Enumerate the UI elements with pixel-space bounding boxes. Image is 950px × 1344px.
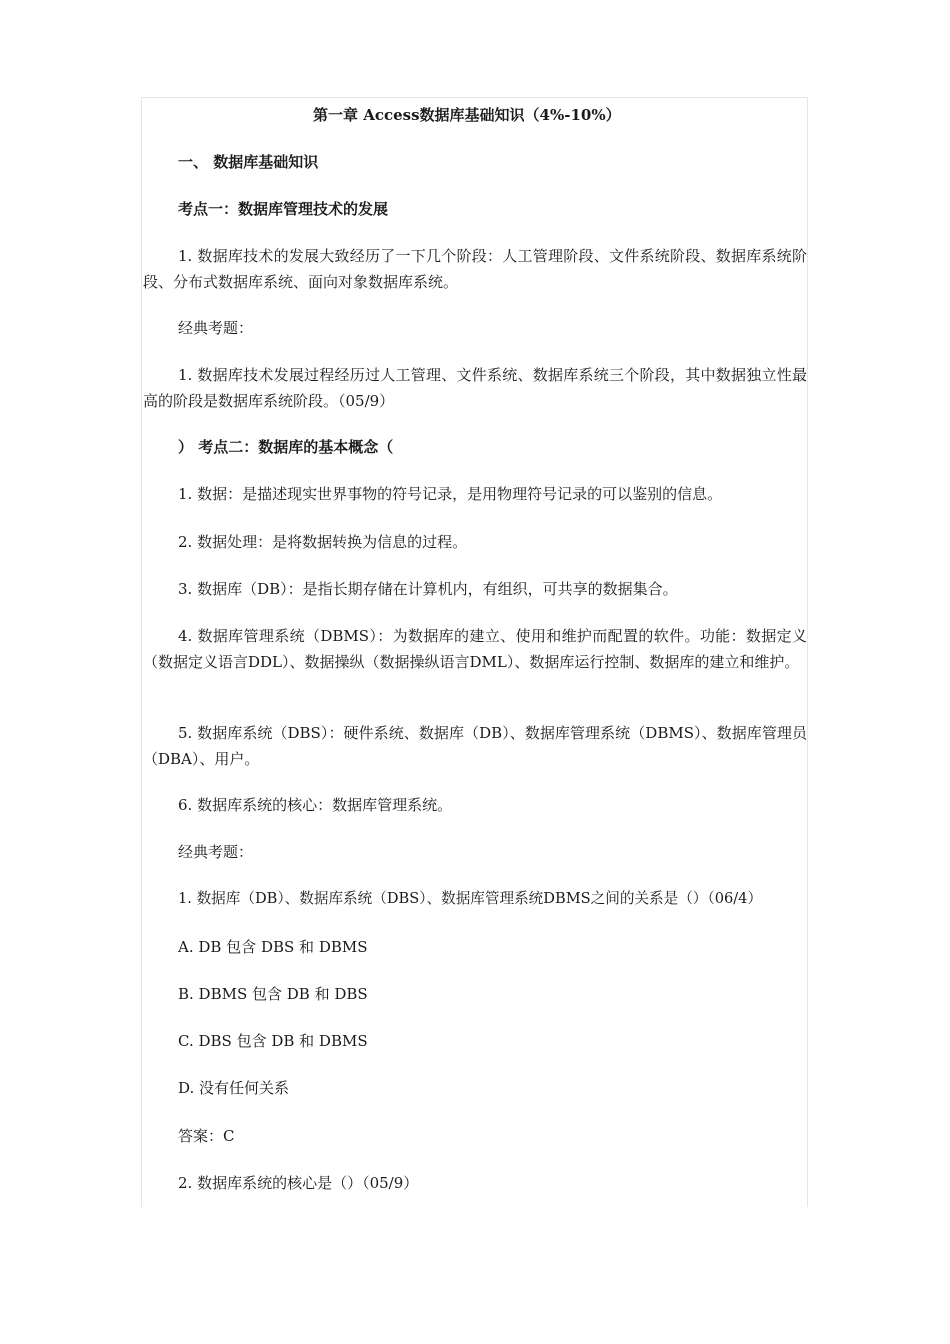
question-1-option-a: A. DB 包含 DBS 和 DBMS [178,938,368,956]
question-1-answer: 答案：C [178,1127,235,1145]
document-title: 第一章 Access数据库基础知识（4%-10%） [313,106,621,124]
point1-paragraph: 1. 数据库技术的发展大致经历了一下几个阶段：人工管理阶段、文件系统阶段、数据库系统阶段、分布式数据库系统、面向对象数据库系统。 [143,247,807,291]
concept-dbs: 5. 数据库系统（DBS）：硬件系统、数据库（DB）、数据库管理系统（DBMS）、数据库管理员（DBA）、用户。 [143,724,807,768]
question-1-option-d: D. 没有任何关系 [178,1079,290,1097]
concept-data: 1. 数据：是描述现实世界事物的符号记录，是用物理符号记录的可以鉴别的信息。 [178,485,723,503]
section-heading: 一、 数据库基础知识 [178,153,319,171]
concept-data-processing: 2. 数据处理：是将数据转换为信息的过程。 [178,533,468,551]
classic-questions-label: 经典考题： [178,319,254,337]
classic-questions-label-2: 经典考题： [178,843,254,861]
question-1-option-b: B. DBMS 包含 DB 和 DBS [178,985,368,1003]
concept-database: 3. 数据库（DB）：是指长期存储在计算机内，有组织，可共享的数据集合。 [178,580,678,598]
question-2: 2. 数据库系统的核心是（）（05/9） [178,1174,419,1192]
concept-dbs-core: 6. 数据库系统的核心：数据库管理系统。 [178,796,453,814]
concept-dbms: 4. 数据库管理系统（DBMS）：为数据库的建立、使用和维护而配置的软件。功能：数据定义（数据定义语言DDL）、数据操纵（数据操纵语言DML）、数据库运行控制、数据库的建立和维护。 [143,627,807,671]
question-1: 1. 数据库（DB）、数据库系统（DBS）、数据库管理系统DBMS之间的关系是（）（06/4） [178,890,763,907]
point2-heading: ） 考点二：数据库的基本概念（ [178,438,394,456]
classic-question-1: 1. 数据库技术发展过程经历过人工管理、文件系统、数据库系统三个阶段，其中数据独立性最高的阶段是数据库系统阶段。（05/9） [143,366,807,410]
question-1-option-c: C. DBS 包含 DB 和 DBMS [178,1032,368,1050]
point1-heading: 考点一：数据库管理技术的发展 [178,200,389,218]
